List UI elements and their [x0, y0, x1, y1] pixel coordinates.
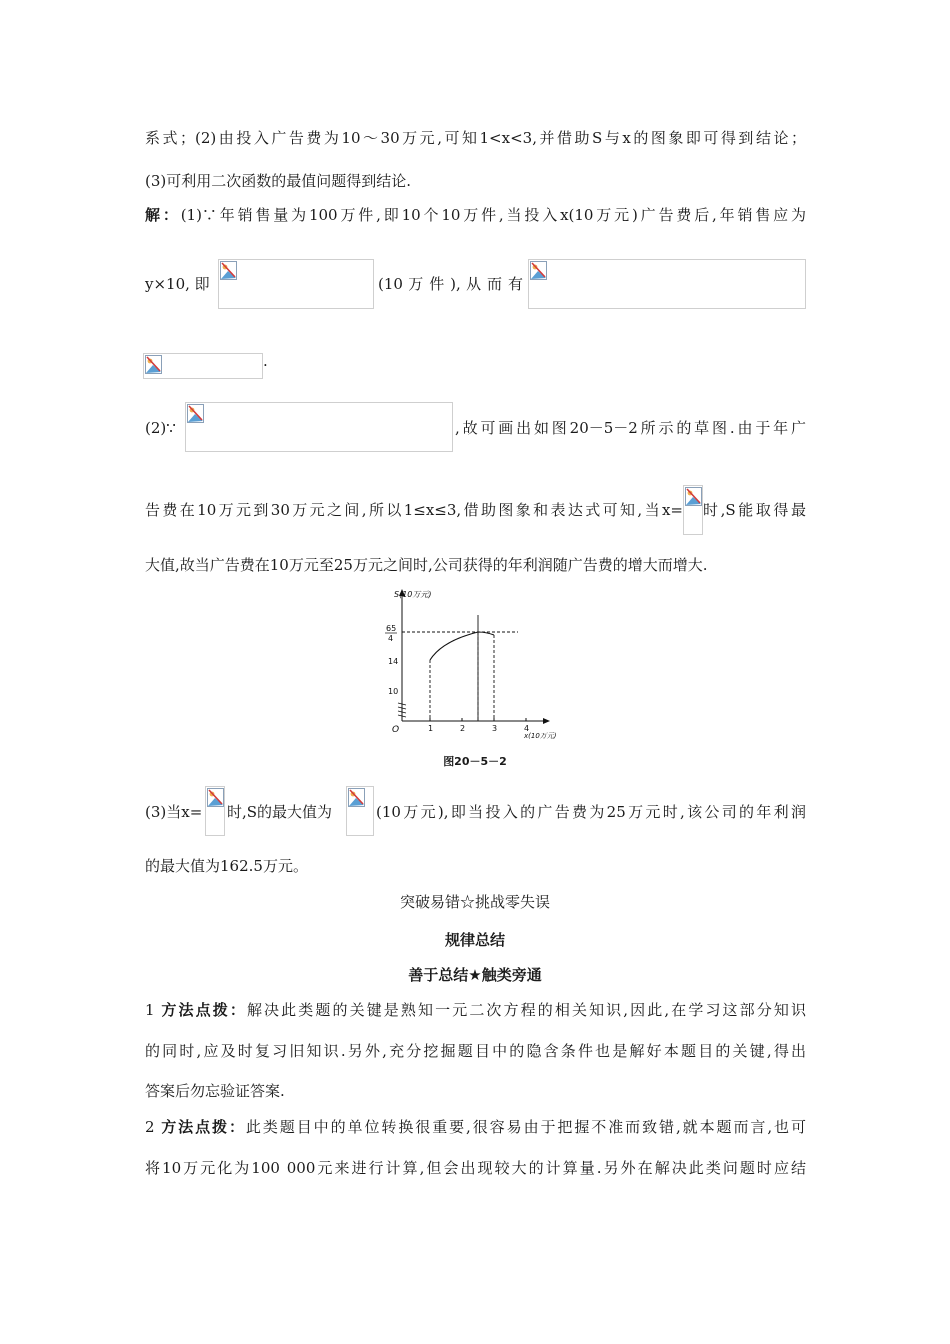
text-fragment: (2)∵: [145, 419, 176, 437]
x-axis-label: x(10万元): [524, 732, 557, 740]
broken-image-icon: [685, 487, 702, 506]
answer-text: (1)∵年销售量为100万件,即10个10万件,当投入x(10万元)广告费后,年销售应为: [180, 206, 806, 224]
text-line: 的同时,应及时复习旧知识.另外,充分挖掘题目中的隐含条件也是解好本题目的关键,得出: [145, 1042, 806, 1060]
text-fragment: (10 万 件 ), 从 而 有: [378, 275, 523, 293]
text-line: 的最大值为162.5万元。: [145, 857, 308, 875]
broken-image-icon: [207, 788, 224, 807]
formula-image: [346, 786, 374, 836]
tip-number: 2: [145, 1118, 155, 1136]
broken-image-icon: [220, 261, 237, 280]
y-max-denominator: 4: [388, 634, 394, 643]
text-fragment: 时,S的最大值为: [227, 803, 333, 821]
answer-label: 解：: [145, 206, 181, 224]
figure-caption: 图20－5－2: [443, 755, 507, 768]
section-heading: 善于总结★触类旁通: [408, 966, 542, 984]
text-fragment: ,故可画出如图20－5－2所示的草图.由于年广: [455, 419, 806, 437]
x-tick-label: 2: [460, 724, 466, 733]
x-tick-label: 4: [524, 724, 530, 733]
text-fragment: y×10, 即: [145, 275, 210, 293]
tip-paragraph: [145, 1000, 806, 1020]
tip-paragraph: [145, 1117, 806, 1137]
formula-image: [205, 786, 225, 836]
profit-curve: [430, 632, 494, 660]
tip-label: 方法点拨：: [161, 1001, 247, 1019]
y-axis-label: S(10万元): [394, 590, 432, 599]
tip-label: 方法点拨：: [161, 1118, 246, 1136]
broken-image-icon: [530, 261, 547, 280]
section-heading: 突破易错☆挑战零失误: [399, 893, 550, 911]
origin-label: O: [392, 725, 400, 735]
formula-image: [143, 353, 263, 379]
text-line: [145, 205, 806, 225]
broken-image-icon: [187, 404, 204, 423]
text-fragment: (10万元),即当投入的广告费为25万元时,该公司的年利润: [376, 803, 806, 821]
text-fragment: .: [263, 352, 268, 370]
formula-image: [683, 485, 703, 535]
formula-image: [528, 259, 806, 309]
y-max-numerator: 65: [386, 624, 397, 633]
text-fragment: (3)当x=: [145, 803, 203, 821]
text-line: (3)可利用二次函数的最值问题得到结论.: [145, 172, 412, 190]
text-line: 大值,故当广告费在10万元至25万元之间时,公司获得的年利润随广告费的增大而增大.: [145, 556, 708, 574]
text-line: 系式；(2)由投入广告费为10～30万元,可知1<x<3,并借助S与x的图象即可得到结论；: [145, 129, 806, 147]
tip-text: 此类题目中的单位转换很重要,很容易由于把握不准而致错,就本题而言,也可: [245, 1118, 806, 1136]
broken-image-icon: [145, 355, 162, 374]
text-fragment: 告费在10万元到30万元之间,所以1≤x≤3,借助图象和表达式可知,当x=: [145, 501, 683, 519]
formula-image: [185, 402, 453, 452]
text-fragment: 时,S能取得最: [703, 501, 806, 519]
y-tick-label: 14: [388, 657, 399, 666]
tip-number: 1: [145, 1001, 155, 1019]
tip-text: 解决此类题的关键是熟知一元二次方程的相关知识,因此,在学习这部分知识: [246, 1001, 806, 1019]
section-heading: 规律总结: [444, 931, 505, 949]
y-tick-label: 10: [388, 687, 399, 696]
text-line: 答案后勿忘验证答案.: [145, 1082, 285, 1100]
x-tick-label: 1: [428, 724, 434, 733]
profit-graph: [380, 585, 560, 745]
broken-image-icon: [348, 788, 365, 807]
text-line: 将10万元化为100 000元来进行计算,但会出现较大的计算量.另外在解决此类问题时应结: [145, 1159, 806, 1177]
x-tick-label: 3: [492, 724, 498, 733]
formula-image: [218, 259, 374, 309]
